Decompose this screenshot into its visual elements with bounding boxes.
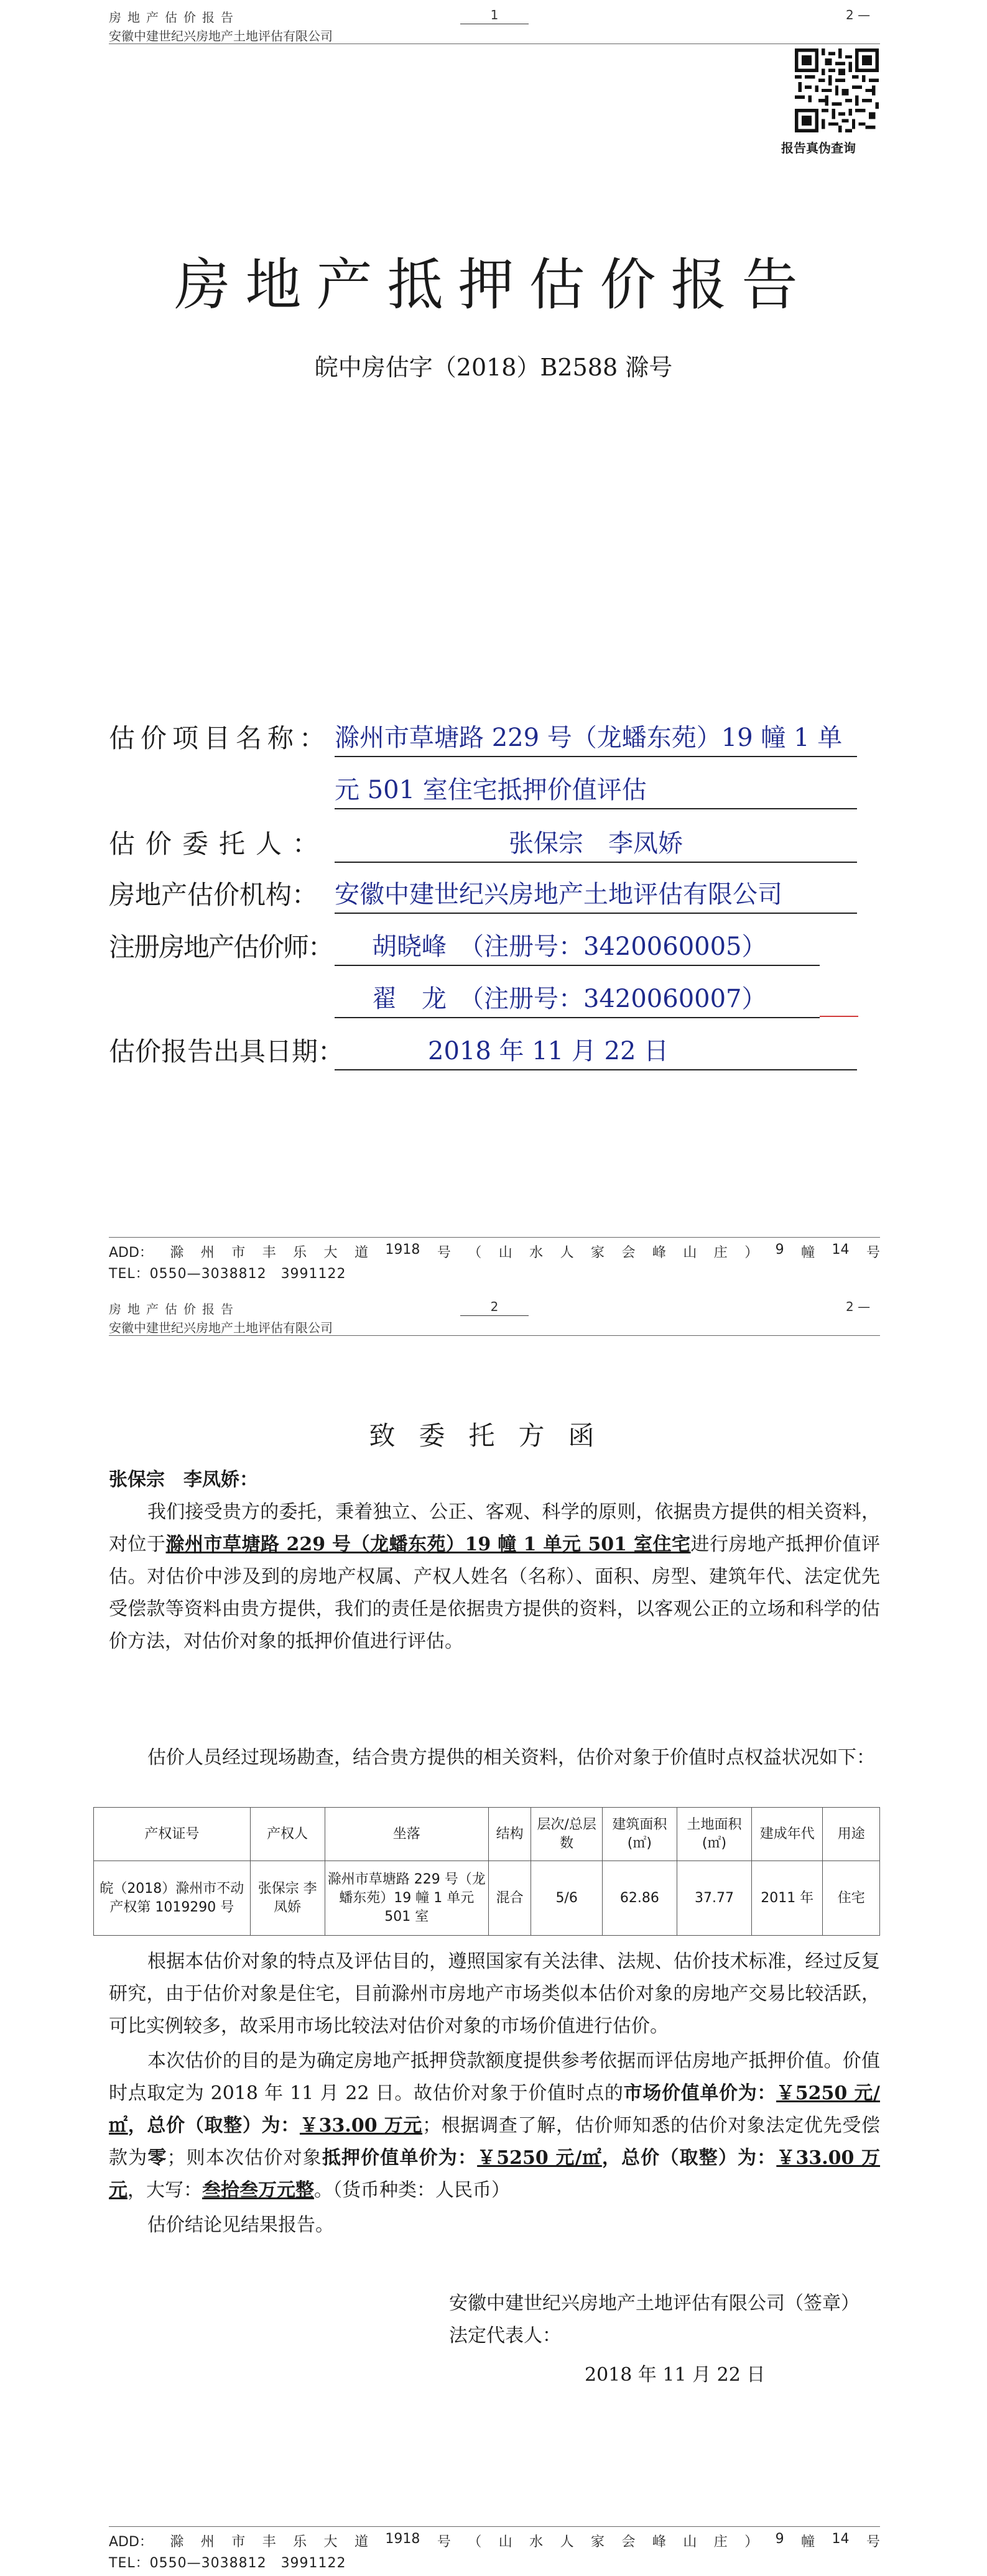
footer-address-part: 14: [832, 1242, 850, 1258]
footer-tel: TEL：0550—3038812 3991122: [109, 1266, 346, 1282]
footer-address-part: ）: [744, 2534, 759, 2550]
footer-address-part: 庄: [713, 2534, 728, 2550]
signature-representative: 法定代表人：: [449, 2325, 561, 2347]
appraiser-1: 胡晓峰 （注册号：3420060005）: [335, 929, 820, 966]
header-company: 安徽中建世纪兴房地产土地评估有限公司: [109, 29, 333, 44]
footer-address-part: 人: [560, 2534, 574, 2550]
appraiser-2: 翟 龙 （注册号：3420060007）: [335, 981, 820, 1018]
paragraph-1: 我们接受贵方的委托，秉着独立、公正、客观、科学的原则，依据贵方提供的相关资料，对位于滁州市草塘路 229 号（龙蟠东苑）19 幢 1 单元 501 室住宅进行房地产抵押价值评估。对估价中涉及到的房地产权属、产权人姓名（名称）、面积、房型、建筑年代、法定优先受偿款等资料由贵方提供，我们的责任是依据贵方提供的资料，以客观公正的立场和科学的估价方法，对估价对象的抵押价值进行评估。: [109, 1501, 881, 1652]
header-page-number: 2: [460, 1299, 529, 1316]
footer-address-part: 1918: [385, 1242, 420, 1258]
footer-address-part: 家: [591, 2534, 605, 2550]
footer-address-part: 大: [323, 2534, 338, 2550]
footer-address-part: ADD：: [109, 1245, 153, 1261]
agency-label: 房地产估价机构：: [109, 880, 318, 910]
cell-built-year: 2011 年: [752, 1861, 823, 1936]
letter-title: 致委托方函: [369, 1420, 618, 1451]
footer-address-part: 幢: [801, 1245, 815, 1261]
footer-address-part: 滁: [170, 2534, 184, 2550]
col-usage: 用途: [823, 1808, 880, 1861]
footer-address-part: 山: [498, 2534, 512, 2550]
footer-address-part: 1918: [385, 2531, 420, 2547]
footer-address-part: 峰: [652, 1245, 666, 1261]
report-number: 皖中房估字（2018）B2588 滁号: [314, 354, 673, 381]
footer-address-part: 号: [866, 2534, 880, 2550]
footer-address-part: （: [468, 2534, 482, 2550]
date-label: 估价报告出具日期：: [109, 1036, 345, 1067]
footer-address-part: 山: [498, 1245, 512, 1261]
footer-address-part: 会: [621, 1245, 636, 1261]
col-cert-no: 产权证号: [94, 1808, 251, 1861]
project-name-line2: 元 501 室住宅抵押价值评估: [335, 772, 857, 809]
footer-address-part: 山: [683, 1245, 697, 1261]
footer-address-part: 道: [354, 1245, 368, 1261]
qr-caption: 报告真伪查询: [781, 140, 856, 155]
footer-address-part: 号: [437, 1245, 451, 1261]
header-page-right: 2 —: [846, 1299, 871, 1314]
col-structure: 结构: [488, 1808, 531, 1861]
footer-address-part: （: [468, 1245, 482, 1261]
paragraph-5: 估价结论见结果报告。: [147, 2214, 334, 2236]
cell-building-area: 62.86: [602, 1861, 677, 1936]
footer-divider: [109, 2526, 880, 2527]
footer-address-part: 幢: [801, 2534, 815, 2550]
signature-date: 2018 年 11 月 22 日: [585, 2364, 766, 2386]
footer-address-part: 水: [529, 2534, 544, 2550]
footer-address-part: 滁: [170, 1245, 184, 1261]
col-built-year: 建成年代: [752, 1808, 823, 1861]
footer-address: [109, 1242, 880, 1261]
footer-address-part: 州: [200, 1245, 215, 1261]
footer-address-part: ADD：: [109, 2534, 153, 2550]
footer-address-part: 9: [775, 1242, 784, 1258]
footer-address-part: 水: [529, 1245, 544, 1261]
footer-address-part: 市: [231, 2534, 246, 2550]
qr-code-icon[interactable]: [795, 48, 879, 132]
table-row: [94, 1861, 880, 1936]
header-page-right: 2 —: [846, 7, 871, 22]
paragraph-3: 根据本估价对象的特点及评估目的，遵照国家有关法律、法规、估价技术标准，经过反复研究，由于估价对象是住宅，目前滁州市房地产市场类似本估价对象的房地产交易比较活跃，可比实例较多，故采用市场比较法对估价对象的市场价值进行估价。: [109, 1951, 880, 2037]
cell-floor: 5/6: [531, 1861, 602, 1936]
appraiser-label: 注册房地产估价师：: [109, 932, 333, 962]
footer-tel: TEL：0550—3038812 3991122: [109, 2555, 346, 2571]
col-owner: 产权人: [250, 1808, 325, 1861]
col-location: 坐落: [325, 1808, 488, 1861]
col-floor: 层次/总层数: [531, 1808, 602, 1861]
header-doc-type: 房地产估价报告: [109, 10, 239, 25]
table-header-row: [94, 1808, 880, 1861]
footer-address-part: 乐: [293, 2534, 307, 2550]
red-underline-mark: [820, 1016, 858, 1017]
client-label: 估价委托人：: [109, 829, 330, 859]
signature-company: 安徽中建世纪兴房地产土地评估有限公司（签章）: [449, 2293, 860, 2314]
footer-address-part: 14: [832, 2531, 850, 2547]
footer-address-part: 丰: [262, 2534, 276, 2550]
footer-divider: [109, 1237, 880, 1238]
cell-structure: 混合: [488, 1861, 531, 1936]
header-company: 安徽中建世纪兴房地产土地评估有限公司: [109, 1320, 333, 1335]
cell-land-area: 37.77: [677, 1861, 751, 1936]
footer-address-part: 峰: [652, 2534, 666, 2550]
footer-address-part: 号: [866, 1245, 880, 1261]
footer-address-part: 乐: [293, 1245, 307, 1261]
footer-address-part: 庄: [713, 1245, 728, 1261]
report-title: 房地产抵押估价报告: [174, 252, 813, 318]
letter-page: [0, 1288, 987, 2576]
property-table: [93, 1807, 880, 1936]
cell-cert-no: 皖（2018）滁州市不动产权第 1019290 号: [94, 1861, 251, 1936]
footer-address-part: 会: [621, 2534, 636, 2550]
footer-address-part: 州: [200, 2534, 215, 2550]
project-label: 估价项目名称：: [109, 723, 331, 753]
cell-location: 滁州市草塘路 229 号（龙蟠东苑）19 幢 1 单元 501 室: [325, 1861, 488, 1936]
col-land-area: 土地面积(㎡): [677, 1808, 751, 1861]
footer-address-part: 市: [231, 1245, 246, 1261]
footer-address-part: 大: [323, 1245, 338, 1261]
header-page-number: 1: [460, 7, 529, 24]
footer-address-part: 道: [354, 2534, 368, 2550]
paragraph-2: 估价人员经过现场勘查，结合贵方提供的相关资料，估价对象于价值时点权益状况如下：: [147, 1747, 875, 1769]
header-divider: [109, 1335, 880, 1336]
footer-address-part: ）: [744, 1245, 759, 1261]
footer-address-part: 家: [591, 1245, 605, 1261]
paragraph-4: 本次估价的目的是为确定房地产抵押贷款额度提供参考依据而评估房地产抵押价值。价值时点取定为 2018 年 11 月 22 日。故估价对象于价值时点的市场价值单价为：￥5250 元/㎡，总价（取整）为：￥33.00 万元；根据调查了解，估价师知悉的估价对象法定优先受偿款为零；则本次估价对象抵押价值单价为：￥5250 元/㎡，总价（取整）为：￥33.00 万元，大写：叁拾叁万元整。（货币种类：人民币）: [109, 2050, 881, 2201]
project-name-line1: 滁州市草塘路 229 号（龙蟠东苑）19 幢 1 单: [335, 720, 857, 757]
salutation: 张保宗 李凤娇：: [109, 1469, 258, 1491]
footer-address-part: 山: [683, 2534, 697, 2550]
cell-owner: 张保宗 李凤娇: [250, 1861, 325, 1936]
footer-address-part: 9: [775, 2531, 784, 2547]
agency-value: 安徽中建世纪兴房地产土地评估有限公司: [335, 876, 857, 914]
footer-address: [109, 2531, 880, 2551]
client-value: 张保宗 李凤娇: [335, 826, 857, 863]
header-doc-type: 房地产估价报告: [109, 1302, 239, 1317]
cell-usage: 住宅: [823, 1861, 880, 1936]
col-building-area: 建筑面积(㎡): [602, 1808, 677, 1861]
report-date: 2018 年 11 月 22 日: [335, 1033, 857, 1070]
footer-address-part: 丰: [262, 1245, 276, 1261]
footer-address-part: 人: [560, 1245, 574, 1261]
footer-address-part: 号: [437, 2534, 451, 2550]
